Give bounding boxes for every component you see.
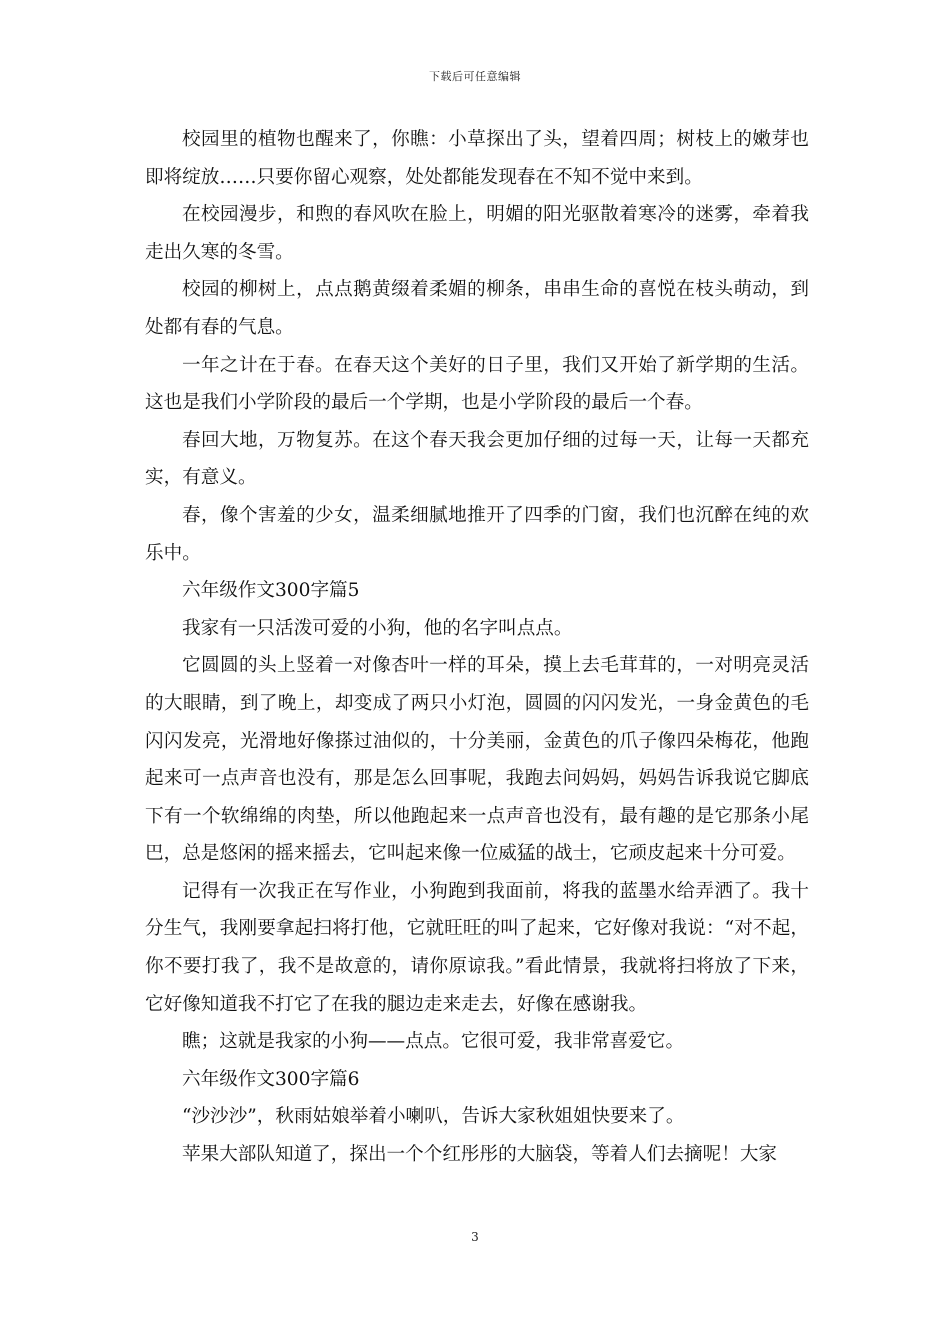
paragraph: 在校园漫步，和煦的春风吹在脸上，明媚的阳光驱散着寒冷的迷雾，牵着我走出久寒的冬雪。 [145, 204, 809, 263]
paragraph: “沙沙沙”，秋雨姑娘举着小喇叭，告诉大家秋姐姐快要来了。 [182, 1106, 685, 1128]
section-heading: 六年级作文300字篇5 [182, 580, 360, 602]
page-header: 下载后可任意编辑 [429, 70, 521, 83]
paragraph: 校园的柳树上，点点鹅黄缀着柔媚的柳条，串串生命的喜悦在枝头萌动，到处都有春的气息。 [145, 279, 809, 338]
page-number: 3 [471, 1230, 479, 1244]
paragraph: 一年之计在于春。在春天这个美好的日子里，我们又开始了新学期的生活。这也是我们小学阶段的最后一个学期，也是小学阶段的最后一个春。 [145, 354, 809, 414]
paragraph: 春回大地，万物复苏。在这个春天我会更加仔细的过每一天，让每一天都充实，有意义。 [145, 429, 809, 489]
paragraph: 瞧；这就是我家的小狗——点点。它很可爱，我非常喜爱它。 [182, 1031, 685, 1053]
paragraph: 校园里的植物也醒来了，你瞧：小草探出了头，望着四周；树枝上的嫩芽也即将绽放……只要你留心观察，处处都能发现春在不知不觉中来到。 [145, 129, 809, 188]
paragraph: 我家有一只活泼可爱的小狗，他的名字叫点点。 [182, 617, 573, 639]
paragraph: 春，像个害羞的少女，温柔细腻地推开了四季的门窗，我们也沉醉在纯的欢乐中。 [145, 504, 809, 564]
paragraph: 它圆圆的头上竖着一对像杏叶一样的耳朵，摸上去毛茸茸的，一对明亮灵活的大眼睛，到了晚上，却变成了两只小灯泡，圆圆的闪闪发光，一身金黄色的毛闪闪发亮，光滑地好像搽过油似的，十分美丽，金黄色的爪子像四朵梅花，他跑起来可一点声音也没有，那是怎么回事呢，我跑去问妈妈，妈妈告诉我说它脚底下有一个软绵绵的肉垫，所以他跑起来一点声音也没有，最有趣的是它那条小尾巴，总是悠闲的摇来摇去，它叫起来像一位威猛的战士，它顽皮起来十分可爱。 [145, 655, 809, 865]
paragraph: 记得有一次我正在写作业，小狗跑到我面前，将我的蓝墨水给弄洒了。我十分生气，我刚要拿起扫将打他，它就旺旺的叫了起来，它好像对我说：“对不起，你不要打我了，我不是故意的，请你原谅我。”看此情景，我就将扫将放了下来，它好像知道我不打它了在我的腿边走来走去，好像在感谢我。 [145, 880, 809, 1015]
document-body [145, 121, 809, 1174]
paragraph: 苹果大部队知道了，探出一个个红彤彤的大脑袋，等着人们去摘呢！大家 [182, 1144, 778, 1166]
section-heading: 六年级作文300字篇6 [182, 1068, 360, 1090]
